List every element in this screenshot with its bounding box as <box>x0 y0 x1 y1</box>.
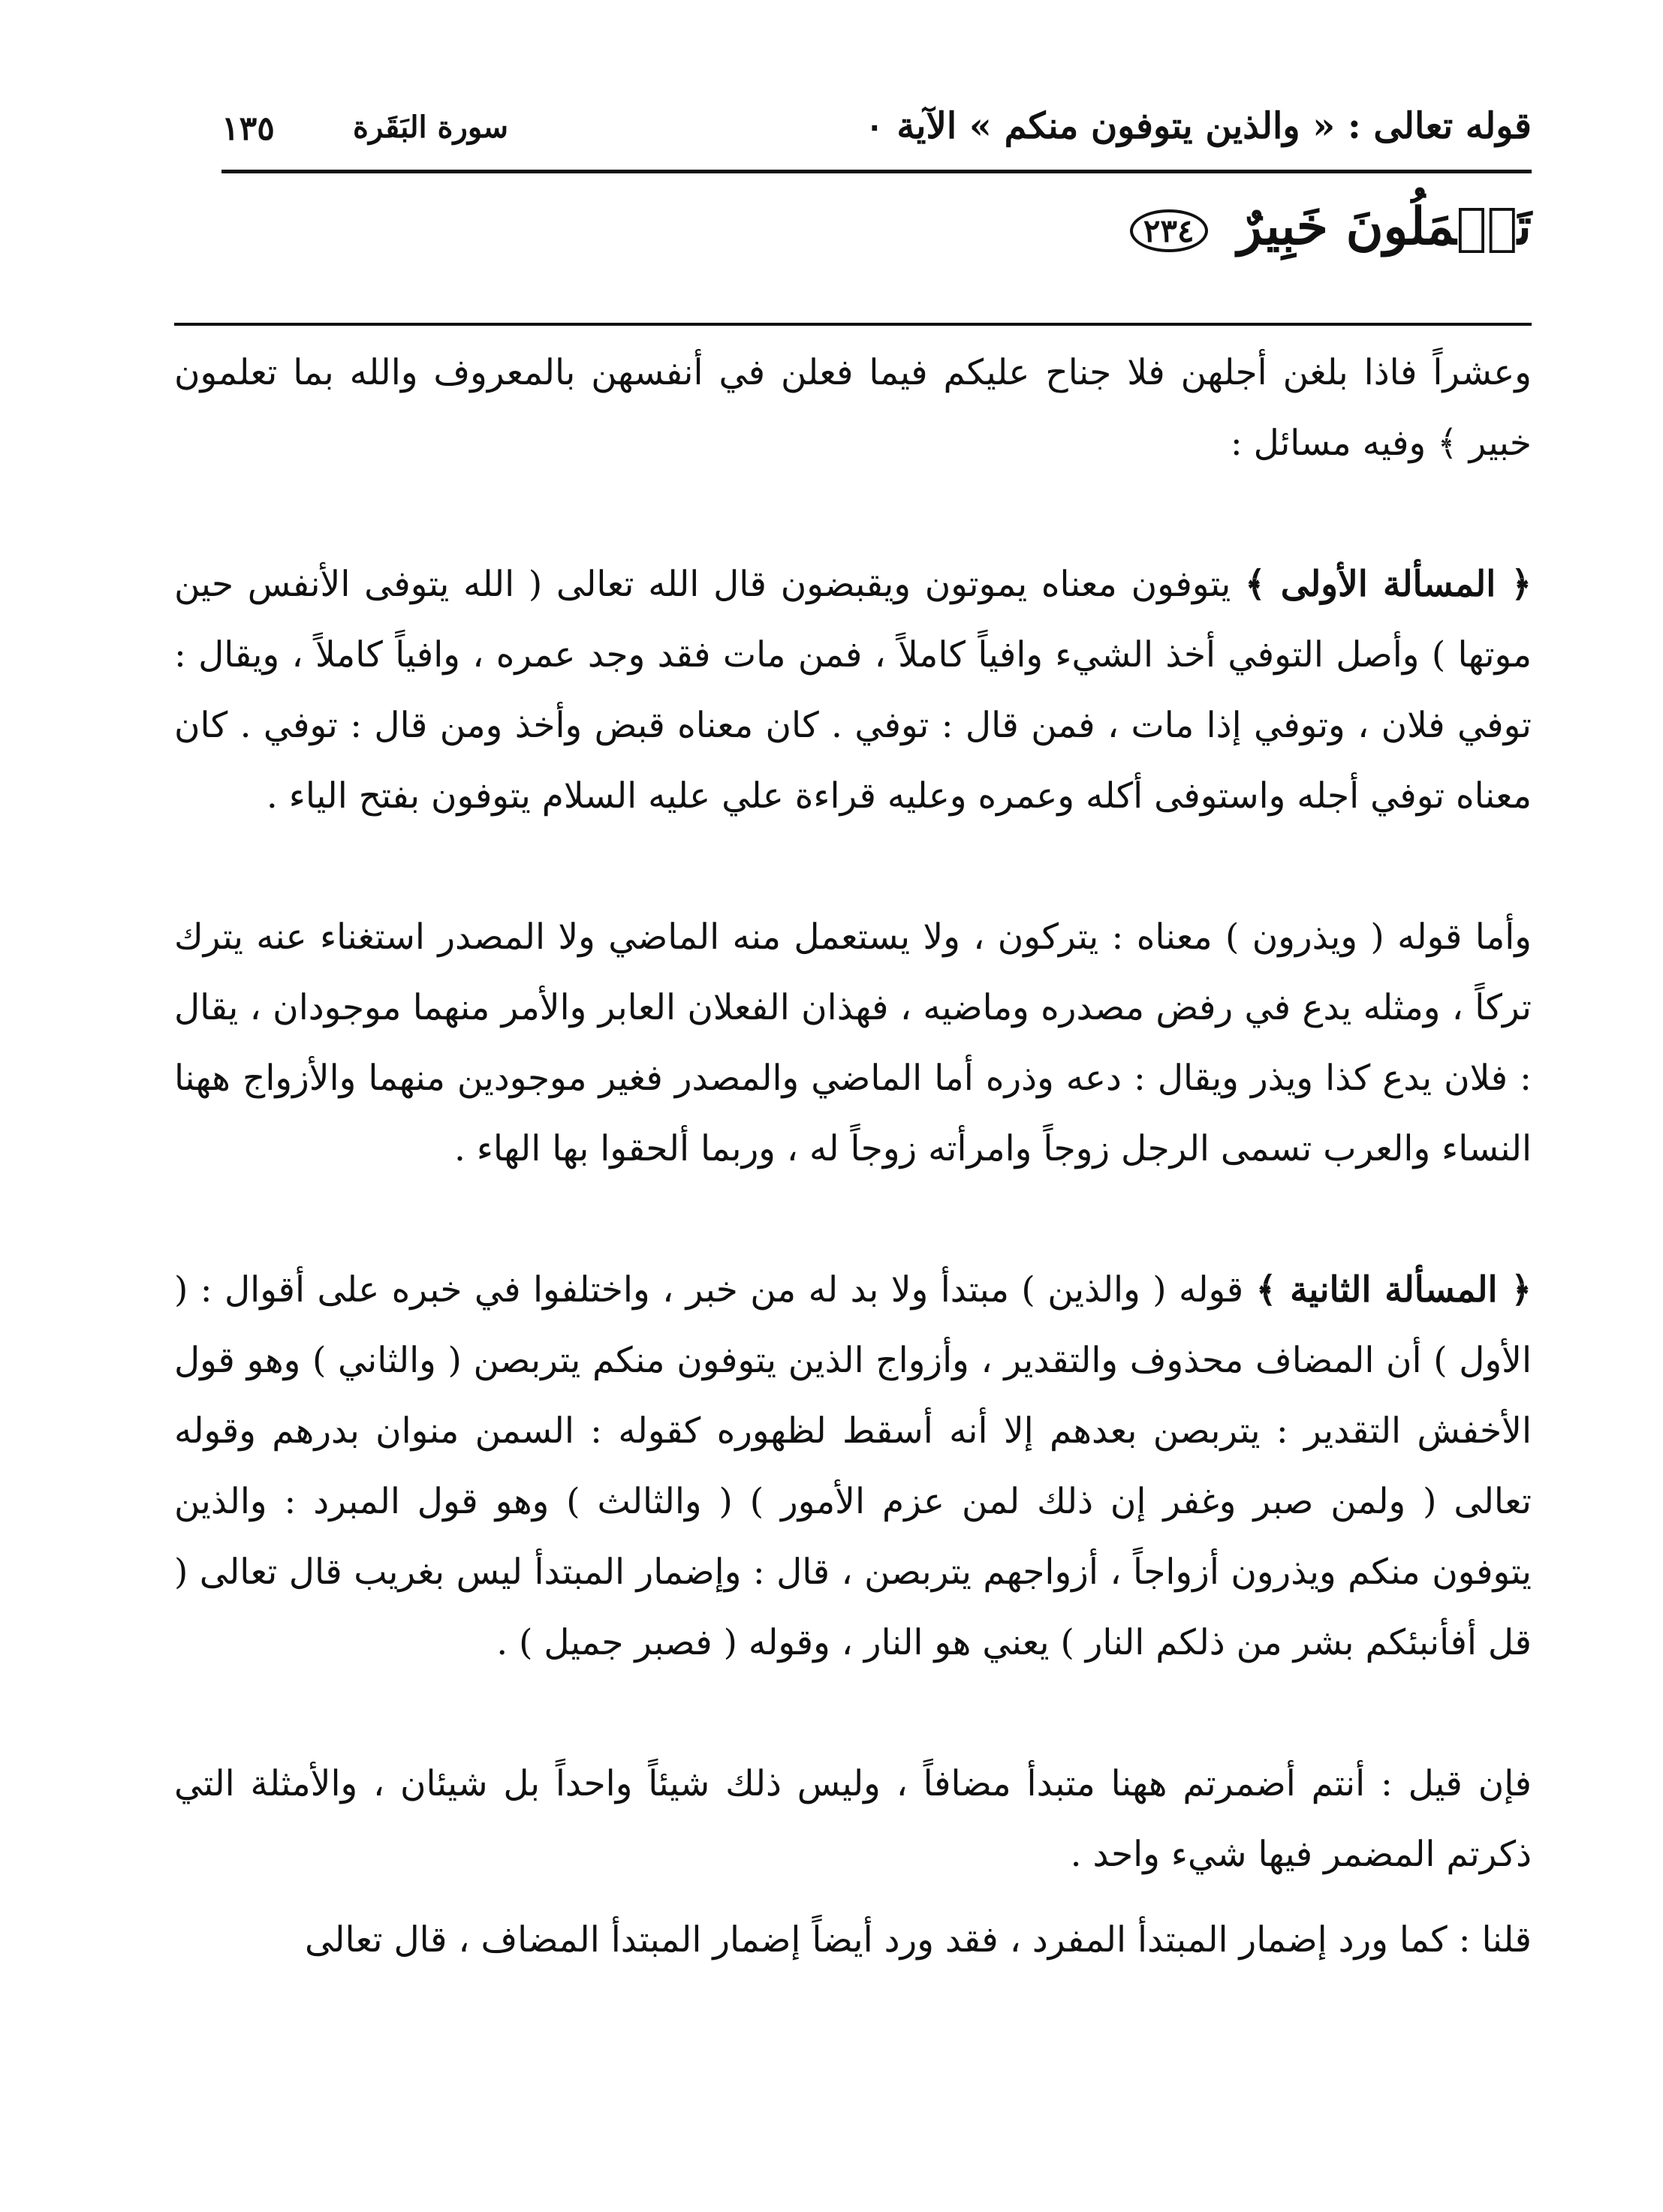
issue-heading: ﴿ المسألة الثانية ﴾ <box>1255 1269 1532 1311</box>
issue-heading: ﴿ المسألة الأولى ﴾ <box>1245 564 1532 605</box>
page-header <box>221 96 1532 164</box>
paragraph-verse-continuation <box>174 338 1532 479</box>
paragraph-second-issue <box>174 1255 1532 1678</box>
paragraph-first-issue <box>174 549 1532 832</box>
verse-rule <box>174 323 1532 326</box>
verse-text: تَعۡمَلُونَ خَبِيرٌ <box>1237 197 1532 257</box>
verse-tail <box>856 197 1532 294</box>
paragraph-yadharun <box>174 902 1532 1184</box>
paragraph-text: وأما قوله ( ويذرون ) معناه : يتركون ، ولا يستعمل منه الماضي ولا المصدر استغناء عنه يترك تركاً ، ومثله يدع في رفض مصدره وماضيه ، فهذان الفعلان العابر والأمر منهما موجودان ، يقال : فلان يدع كذا ويذر ويقال : دعه وذره أما الماضي والمصدر فغير موجودين منهما والأزواج ههنا النساء والعرب تسمى الرجل زوجاً وامرأته زوجاً له ، وربما ألحقوا بها الهاء . <box>174 916 1532 1169</box>
surah-name: سورة البَقَرة <box>353 110 509 145</box>
page-number: ١٣٥ <box>221 110 275 148</box>
paragraph-reply <box>174 1905 1532 1976</box>
paragraph-text: قوله ( والذين ) مبتدأ ولا بد له من خبر ، واختلفوا في خبره على أقوال : ( الأول ) أن المضاف محذوف والتقدير ، وأزواج الذين يتوفون منكم يتربصن ( والثاني ) وهو قول الأخفش التقدير : يتربصن بعدهم إلا أنه أسقط لظهوره كقوله : السمن منوان بدرهم وقوله تعالى ( ولمن صبر وغفر إن ذلك لمن عزم الأمور ) ( والثالث ) وهو قول المبرد : والذين يتوفون منكم ويذرون أزواجاً ، أزواجهم يتربصن ، قال : وإضمار المبتدأ ليس بغريب قال تعالى ( قل أفأنبئكم بشر من ذلكم النار ) يعني هو النار ، وقوله ( فصبر جميل ) . <box>174 1269 1532 1663</box>
paragraph-text: فإن قيل : أنتم أضمرتم ههنا متبدأ مضافاً ، وليس ذلك شيئاً واحداً بل شيئان ، والأمثلة التي ذكرتم المضمر فيها شيء واحد . <box>174 1763 1532 1875</box>
paragraph-text: قلنا : كما ورد إضمار المبتدأ المفرد ، فقد ورد أيضاً إضمار المبتدأ المضاف ، قال تعالى <box>304 1919 1532 1961</box>
paragraph-objection <box>174 1749 1532 1890</box>
paragraph-text: يتوفون معناه يموتون ويقبضون قال الله تعالى ( الله يتوفى الأنفس حين موتها ) وأصل التوفي أخذ الشيء وافياً كاملاً ، فمن مات فقد وجد عمره ، وافياً كاملاً ، ويقال : توفي فلان ، وتوفي إذا مات ، فمن قال : توفي . كان معناه قبض وأخذ ومن قال : توفي . كان معناه توفي أجله واستوفى أكله وعمره وعليه قراءة علي عليه السلام يتوفون بفتح الياء . <box>174 564 1532 817</box>
running-title: قوله تعالى : « والذين يتوفون منكم » الآية ٠ <box>864 105 1532 147</box>
paragraph-text: وعشراً فاذا بلغن أجلهن فلا جناح عليكم فيما فعلن في أنفسهن بالمعروف والله بما تعلمون خبير ﴾ وفيه مسائل : <box>174 352 1532 464</box>
commentary-body <box>174 338 1532 1976</box>
header-rule <box>221 170 1532 173</box>
ayah-number-medallion: ٢٣٤ <box>1130 209 1208 252</box>
